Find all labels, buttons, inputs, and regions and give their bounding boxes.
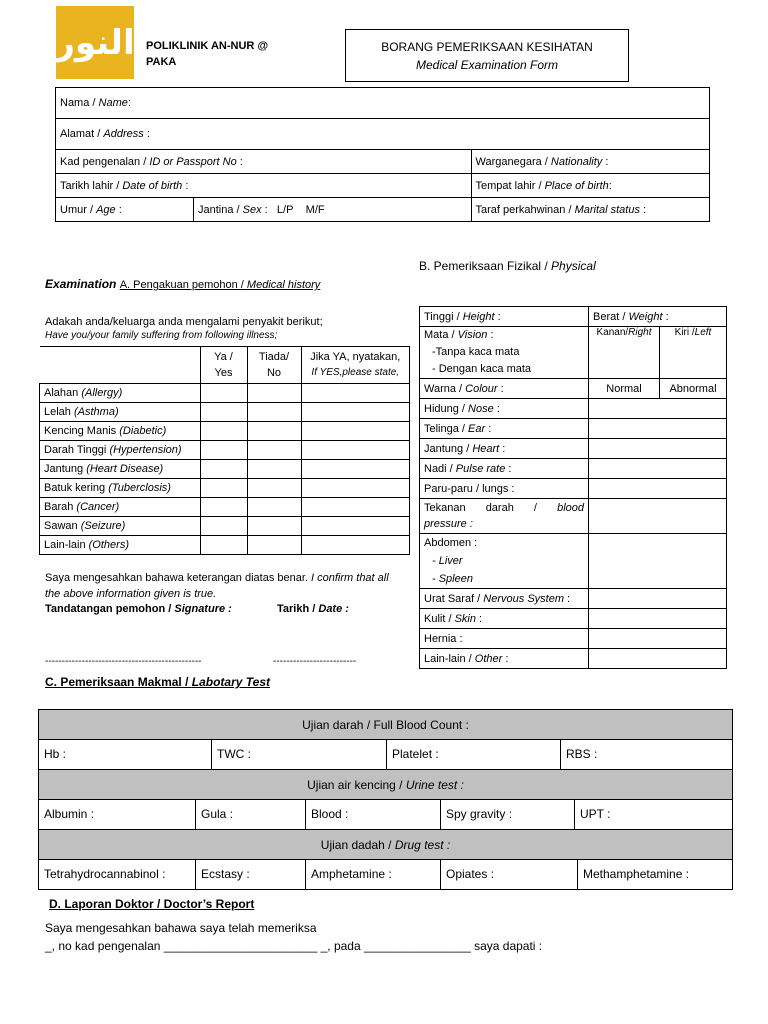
weight-field[interactable]: Berat / Weight : xyxy=(589,307,727,327)
illness-label: Batuk kering (Tuberclosis) xyxy=(40,479,201,498)
vision-right[interactable]: Kanan/Right xyxy=(589,327,660,379)
illness-state-cell[interactable] xyxy=(301,479,410,498)
illness-label: Darah Tinggi (Hypertension) xyxy=(40,441,201,460)
id-field[interactable]: Kad pengenalan / ID or Passport No : xyxy=(56,150,472,174)
form-title-en: Medical Examination Form xyxy=(415,58,559,72)
physical-value-cell[interactable] xyxy=(589,459,727,479)
medical-history-table xyxy=(39,346,410,555)
physical-label: Telinga / Ear : xyxy=(420,419,589,439)
physical-label: Hidung / Nose : xyxy=(420,399,589,419)
clinic-name xyxy=(146,38,268,70)
gula-field[interactable]: Gula : xyxy=(196,800,306,829)
section-d-title: D. Laporan Doktor / Doctor’s Report xyxy=(49,897,255,911)
confirm-statement: Saya mengesahkan bahawa keterangan diatas benar. I confirm that all the above information given is true. xyxy=(45,572,389,600)
section-c-title: C. Pemeriksaan Makmal / Labotary Test xyxy=(45,675,270,689)
illness-state-cell[interactable] xyxy=(301,403,410,422)
illness-yes-cell[interactable] xyxy=(200,536,247,555)
doctor-report-text: Saya mengesahkan bahawa saya telah memeriksa _, no kad pengenalan _______________________ _, pada ________________ saya dapati : xyxy=(45,921,543,953)
illness-yes-cell[interactable] xyxy=(200,498,247,517)
illness-yes-cell[interactable] xyxy=(200,441,247,460)
illness-label: Lain-lain (Others) xyxy=(40,536,201,555)
col-yes: Ya / Yes xyxy=(200,347,247,384)
physical-row xyxy=(420,479,727,499)
physical-value-cell[interactable] xyxy=(589,419,727,439)
illness-yes-cell[interactable] xyxy=(200,517,247,536)
physical-row xyxy=(420,399,727,419)
physical-label: Paru-paru / lungs : xyxy=(420,479,589,499)
physical-value-cell[interactable] xyxy=(589,399,727,419)
physical-row xyxy=(420,629,727,649)
illness-state-cell[interactable] xyxy=(301,517,410,536)
form-title-box xyxy=(345,29,629,82)
physical-row xyxy=(420,609,727,629)
drug-test-fields xyxy=(39,860,732,889)
illness-row xyxy=(40,422,410,441)
vision-left[interactable]: Kiri /Left xyxy=(660,327,727,379)
signature-line[interactable]: ----------------------------------------------- xyxy=(45,656,202,667)
illness-no-cell[interactable] xyxy=(247,498,301,517)
ecstasy-field[interactable]: Ecstasy : xyxy=(196,860,306,889)
rbs-field[interactable]: RBS : xyxy=(566,747,598,761)
physical-value-cell[interactable] xyxy=(589,439,727,459)
nationality-field[interactable]: Warganegara / Nationality : xyxy=(471,150,710,174)
illness-label: Sawan (Seizure) xyxy=(40,517,201,536)
physical-row xyxy=(420,649,727,669)
illness-row xyxy=(40,536,410,555)
colour-abnormal[interactable]: Abnormal xyxy=(660,379,727,399)
illness-label: Lelah (Asthma) xyxy=(40,403,201,422)
form-title-ms: BORANG PEMERIKSAAN KESIHATAN xyxy=(381,40,593,54)
illness-row xyxy=(40,479,410,498)
signature-label: Tandatangan pemohon / Signature : xyxy=(45,603,232,615)
physical-value-cell[interactable] xyxy=(589,629,727,649)
urine-test-title: Ujian air kencing / Urine test : xyxy=(39,770,733,800)
abdomen-field[interactable]: Abdomen : - Liver - Spleen xyxy=(420,534,589,589)
illness-no-cell[interactable] xyxy=(247,384,301,403)
section-a-title: Examination A. Pengakuan pemohon / Medical history xyxy=(45,277,321,291)
illness-no-cell[interactable] xyxy=(247,441,301,460)
section-b-title: B. Pemeriksaan Fizikal / Physical xyxy=(419,259,596,273)
physical-value-cell[interactable] xyxy=(589,649,727,669)
illness-state-cell[interactable] xyxy=(301,498,410,517)
twc-field[interactable]: TWC : xyxy=(212,740,387,769)
illness-state-cell[interactable] xyxy=(301,441,410,460)
height-field[interactable]: Tinggi / Height : xyxy=(420,307,589,327)
pob-field[interactable]: Tempat lahir / Place of birth: xyxy=(471,174,710,198)
physical-row xyxy=(420,439,727,459)
illness-yes-cell[interactable] xyxy=(200,479,247,498)
dob-field[interactable]: Tarikh lahir / Date of birth : xyxy=(56,174,472,198)
illness-row xyxy=(40,384,410,403)
albumin-field[interactable]: Albumin : xyxy=(39,800,196,829)
illness-label: Alahan (Allergy) xyxy=(40,384,201,403)
physical-label: Hernia : xyxy=(420,629,589,649)
clinic-line-1: POLIKLINIK AN-NUR @ xyxy=(146,40,269,52)
illness-no-cell[interactable] xyxy=(247,479,301,498)
physical-label: Urat Saraf / Nervous System : xyxy=(420,589,589,609)
opiates-field[interactable]: Opiates : xyxy=(441,860,578,889)
physical-value-cell[interactable] xyxy=(589,609,727,629)
date-line[interactable]: ------------------------- xyxy=(273,656,357,667)
illness-label: Kencing Manis (Diabetic) xyxy=(40,422,201,441)
marital-field[interactable]: Taraf perkahwinan / Marital status : xyxy=(471,198,710,222)
illness-row xyxy=(40,517,410,536)
colour-field[interactable]: Warna / Colour : xyxy=(420,379,589,399)
urine-test-fields xyxy=(39,800,732,829)
clinic-line-2: PAKA xyxy=(146,56,177,68)
col-state: Jika YA, nyatakan, If YES,please state, xyxy=(301,347,410,384)
illness-label: Jantung (Heart Disease) xyxy=(40,460,201,479)
personal-info-table xyxy=(55,87,710,222)
illness-no-cell[interactable] xyxy=(247,460,301,479)
age-field[interactable]: Umur / Age : xyxy=(56,198,194,222)
col-no: Tiada/ No xyxy=(247,347,301,384)
illness-yes-cell[interactable] xyxy=(200,422,247,441)
physical-row xyxy=(420,459,727,479)
physical-exam-table xyxy=(419,306,727,669)
upt-field[interactable]: UPT : xyxy=(580,807,611,821)
bp-field[interactable]: Tekanan darah / blood pressure : xyxy=(420,499,589,534)
illness-row xyxy=(40,403,410,422)
illness-yes-cell[interactable] xyxy=(200,403,247,422)
illness-row xyxy=(40,441,410,460)
logo-text: النور xyxy=(55,22,135,63)
blood-field[interactable]: Blood : xyxy=(306,800,441,829)
illness-no-cell[interactable] xyxy=(247,403,301,422)
illness-row xyxy=(40,498,410,517)
illness-yes-cell[interactable] xyxy=(200,384,247,403)
date-label: Tarikh / Date : xyxy=(277,603,349,615)
physical-value-cell[interactable] xyxy=(589,479,727,499)
physical-label: Jantung / Heart : xyxy=(420,439,589,459)
colour-normal[interactable]: Normal xyxy=(589,379,660,399)
blood-test-fields xyxy=(39,740,732,769)
physical-label: Kulit / Skin : xyxy=(420,609,589,629)
vision-field[interactable]: Mata / Vision : -Tanpa kaca mata - Dengan kaca mata xyxy=(420,327,589,379)
physical-row xyxy=(420,419,727,439)
hb-field[interactable]: Hb : xyxy=(39,740,212,769)
blood-test-title: Ujian darah / Full Blood Count : xyxy=(39,710,733,740)
name-field[interactable]: Nama / Name: xyxy=(56,88,710,119)
thc-field[interactable]: Tetrahydrocannabinol : xyxy=(39,860,196,889)
history-question: Adakah anda/keluarga anda mengalami penyakit berikut; Have you/your family suffering from following illness; xyxy=(45,316,323,341)
illness-row xyxy=(40,460,410,479)
physical-label: Nadi / Pulse rate : xyxy=(420,459,589,479)
amphetamine-field[interactable]: Amphetamine : xyxy=(306,860,441,889)
sex-field[interactable]: Jantina / Sex : L/P M/F xyxy=(194,198,472,222)
lab-test-table xyxy=(38,709,733,890)
drug-test-title: Ujian dadah / Drug test : xyxy=(39,830,733,860)
physical-row xyxy=(420,589,727,609)
illness-state-cell[interactable] xyxy=(301,384,410,403)
clinic-logo xyxy=(56,6,134,79)
illness-no-cell[interactable] xyxy=(247,517,301,536)
methamphetamine-field[interactable]: Methamphetamine : xyxy=(583,867,690,881)
illness-state-cell[interactable] xyxy=(301,536,410,555)
illness-label: Barah (Cancer) xyxy=(40,498,201,517)
platelet-field[interactable]: Platelet : xyxy=(387,740,561,769)
illness-yes-cell[interactable] xyxy=(200,460,247,479)
illness-no-cell[interactable] xyxy=(247,536,301,555)
illness-state-cell[interactable] xyxy=(301,460,410,479)
address-field[interactable]: Alamat / Address : xyxy=(56,119,710,150)
physical-label: Lain-lain / Other : xyxy=(420,649,589,669)
illness-no-cell[interactable] xyxy=(247,422,301,441)
spy-gravity-field[interactable]: Spy gravity : xyxy=(441,800,575,829)
physical-value-cell[interactable] xyxy=(589,589,727,609)
illness-state-cell[interactable] xyxy=(301,422,410,441)
